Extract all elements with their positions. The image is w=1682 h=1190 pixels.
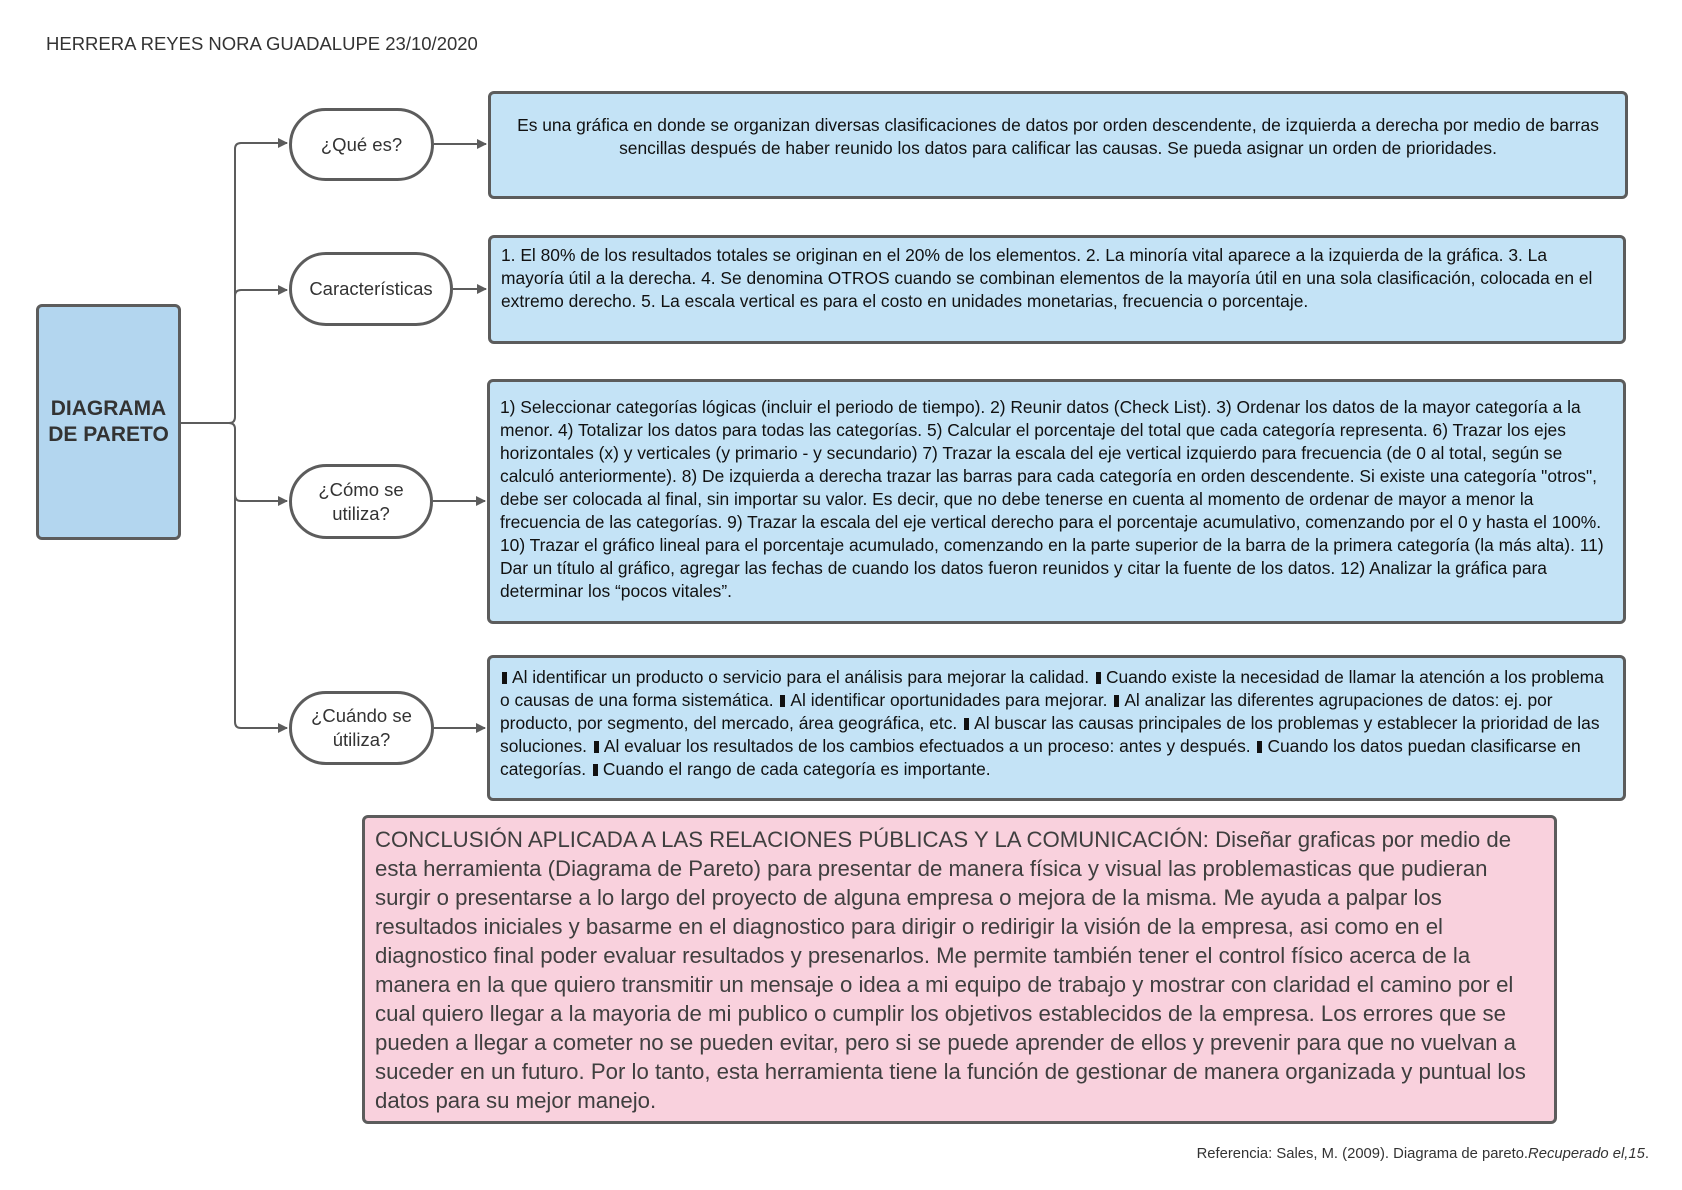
bullet-icon — [593, 764, 598, 776]
branch-connector-4 — [235, 495, 287, 728]
bullet-icon — [1257, 741, 1262, 753]
node-label-line1: ¿Cómo se — [318, 478, 404, 500]
node-como-se-utiliza — [289, 464, 433, 539]
reference-text: Referencia: Sales, M. (2009). Diagrama de pareto. — [1196, 1146, 1529, 1162]
reference — [1197, 1146, 1649, 1162]
bullet-icon — [502, 672, 507, 684]
definition-text: Es una gráfica en donde se organizan diversas clasificaciones de datos por orden descendente, de izquierda a derecha por medio de barras sencillas después de haber reunido los datos para calificar las causas. Se pueda asignar un orden de prioridades. — [517, 115, 1599, 158]
usage-steps-box — [487, 379, 1626, 624]
node-label: ¿Qué es? — [320, 133, 403, 155]
when-item: Cuando el rango de cada categoría es importante. — [602, 759, 991, 779]
definition-box — [488, 91, 1628, 199]
when-item: Al analizar las diferentes agrupaciones de datos: ej. por producto, por segmento, del mercado, área geográfica, etc. — [500, 690, 1553, 733]
reference-suffix: . — [1644, 1146, 1649, 1162]
node-que-es — [289, 108, 434, 181]
characteristics-box — [488, 235, 1626, 344]
node-label: Características — [309, 278, 433, 299]
when-item: Al identificar oportunidades para mejorar. — [790, 690, 1108, 710]
characteristics-text: 1. El 80% de los resultados totales se originan en el 20% de los elementos. 2. La minoría vital aparece a la izquierda de la gráfica. 3. La mayoría útil a la derecha. 4. Se denomina OTROS cuando se combinan elementos de la mayoría útil en una sola clasificación, colocada en el extremo derecho. 5. La escala vertical es para el costo en unidades monetarias, frecuencia o porcentaje. — [501, 245, 1593, 311]
reference-italic: Recuperado el,15 — [1528, 1146, 1645, 1162]
central-label-line2: DE PARETO — [48, 423, 169, 446]
branch-connector-3 — [229, 423, 287, 501]
central-label-line1: DIAGRAMA — [50, 397, 167, 420]
when-item: Al identificar un producto o servicio para el análisis para mejorar la calidad. — [512, 667, 1090, 687]
node-label-line1: ¿Cuándo se — [311, 705, 412, 726]
bullet-icon — [964, 718, 969, 730]
central-node — [36, 304, 181, 540]
main-connector — [181, 143, 287, 423]
bullet-icon — [1096, 672, 1101, 684]
node-caracteristicas — [289, 252, 453, 326]
author-date-title: HERRERA REYES NORA GUADALUPE 23/10/2020 — [46, 33, 478, 54]
when-item: Al buscar las causas principales de los problemas y establecer la prioridad de las soluciones. — [500, 713, 1600, 756]
when-item: Cuando los datos puedan clasificarse en categorías. — [500, 736, 1581, 779]
conclusion-box — [362, 815, 1557, 1124]
when-item: Cuando existe la necesidad de llamar la atención a los problema o causas de una forma sistemática. — [500, 667, 1604, 710]
branch-connector-2 — [235, 290, 287, 296]
when-to-use-box — [487, 655, 1626, 801]
when-item: Al evaluar los resultados de los cambios efectuados a un proceso: antes y después. — [603, 736, 1251, 756]
usage-steps-text: 1) Seleccionar categorías lógicas (incluir el periodo de tiempo). 2) Reunir datos (Check List). 3) Ordenar los datos de la mayor categoría a la menor. 4) Totalizar los datos para todas las categorías. 5) Calcular el porcentaje del total que cada categoría representa. 6) Trazar los ejes horizontales (x) y verticales (y primario - y secundario) 7) Trazar la escala del eje vertical izquierdo para frecuencia (de 0 al total, según se calculó anteriormente). 8) De izquierda a derecha trazar las barras para cada categoría en orden descendente. Si existe una categoría "otros", debe ser colocada al final, sin importar su valor. Es decir, que no debe tenerse en cuenta al momento de ordenar de mayor a menor la frecuencia de las categorías. 9) Trazar la escala del eje vertical derecho para el porcentaje acumulativo, comenzando por el 0 y hasta el 100%. 10) Trazar el gráfico lineal para el porcentaje acumulado, comenzando en la parte superior de la barra de la primera categoría (la más alta). 11) Dar un título al gráfico, agregar las fechas de cuando los datos fueron reunidos y citar la fuente de los datos. 12) Analizar la gráfica para determinar los “pocos vitales”. — [500, 397, 1604, 601]
conclusion-text: CONCLUSIÓN APLICADA A LAS RELACIONES PÚBLICAS Y LA COMUNICACIÓN: Diseñar graficas por medio de esta herramienta (Diagrama de Pareto) para presentar de manera física y visual las problemasticas que pudieran surgir o presentarse a lo largo del proyecto de alguna empresa o mejora de la misma. Me ayuda a palpar los resultados iniciales y basarme en el diagnostico para dirigir o redirigir la visión de la empresa, asi como en el diagnostico final poder evaluar resultados y presenarlos. Me permite también tener el control físico acerca de la manera en la que quiero transmitir un mensaje o idea a mi equipo de trabajo y mostrar con claridad el camino por el cual quiero llegar a la mayoria de mi publico o cumplir los objetivos establecidos de la empresa. Los errores que se pueden a llegar a cometer no se pueden evitar, pero si se puede aprender de ellos y prevenir para que no vuelvan a suceder en un futuro. Por lo tanto, esta herramienta tiene la función de gestionar de manera organizada y puntual los datos para su mejor manejo. — [375, 827, 1526, 1113]
node-cuando-se-utiliza — [289, 691, 434, 765]
node-label-line2: utiliza? — [332, 502, 390, 524]
node-label-line2: útiliza? — [332, 729, 391, 750]
bullet-icon — [594, 741, 599, 753]
bullet-icon — [1114, 695, 1119, 707]
bullet-icon — [780, 695, 785, 707]
